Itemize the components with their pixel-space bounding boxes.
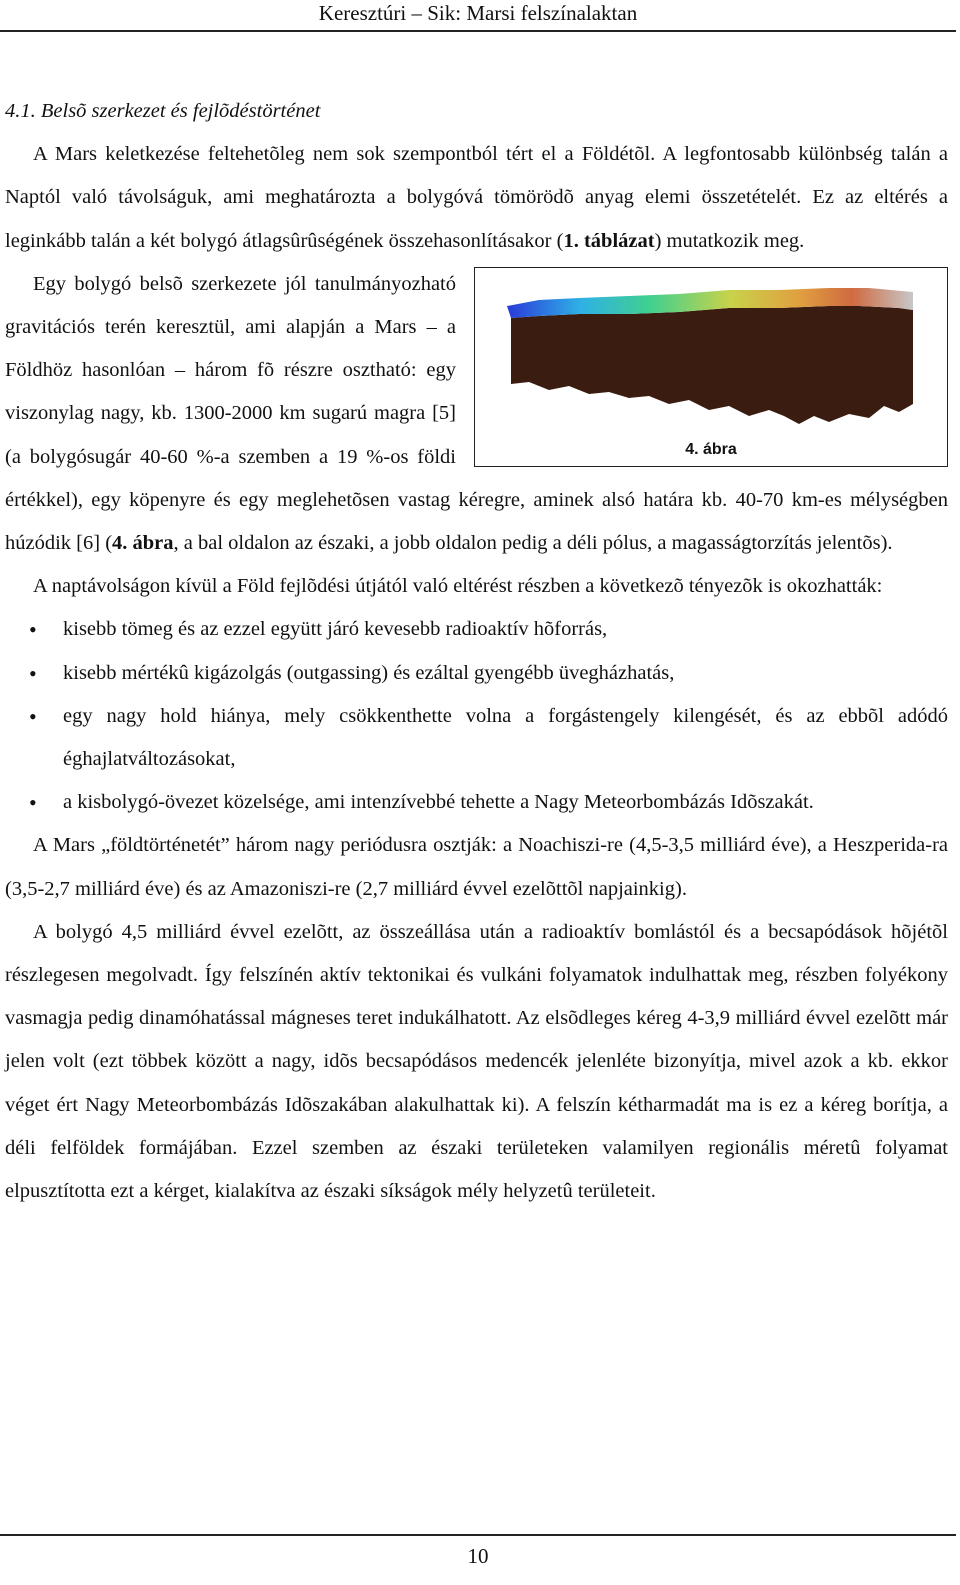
figure-caption: 4. ábra bbox=[685, 440, 737, 458]
page-body bbox=[5, 90, 948, 1213]
figure-reference: 4. ábra bbox=[112, 532, 174, 555]
crust-body bbox=[511, 306, 913, 424]
header-title: Keresztúri – Sik: Marsi felszínalaktan bbox=[318, 1, 638, 25]
section-title: 4.1. Belsõ szerkezet és fejlõdéstörténet bbox=[5, 100, 321, 122]
paragraph-1-end: ) mutatkozik meg. bbox=[654, 229, 805, 252]
page-number: 10 bbox=[467, 1544, 489, 1568]
page-footer bbox=[0, 1534, 956, 1576]
list-item: • kisebb tömeg és az ezzel együtt járó kevesebb radioaktív hõforrás, bbox=[5, 608, 948, 651]
factor-list bbox=[5, 608, 948, 824]
paragraph-3: A naptávolságon kívül a Föld fejlõdési útjától való eltérést részben a következõ tényezõk is okozhatták: bbox=[33, 575, 883, 598]
paragraph-1-text: A Mars keletkezése feltehetõleg nem sok szempontból tért el a Földétõl. A legfontosabb különbség talán a Naptól való távolságuk, ami meghatározta a bolygóvá tömörödõ anyag elemi összetételét. Ez az eltérés a leginkább talán a két bolygó átlagsûrûségének összehasonlításakor ( bbox=[5, 143, 948, 252]
paragraph-2-end: , a bal oldalon az északi, a jobb oldalon pedig a déli pólus, a magasságtorzítás jelentõs). bbox=[173, 532, 893, 555]
running-header bbox=[0, 0, 956, 32]
paragraph-4: A Mars „földtörténetét” három nagy periódusra osztják: a Noachiszi-re (4,5-3,5 milliárd éve), a Heszperida-ra (3,5-2,7 milliárd éve) és az Amazoniszi-re (2,7 milliárd évvel ezelõttõl napjainkig). bbox=[5, 834, 948, 900]
list-item: • egy nagy hold hiánya, mely csökkenthette volna a forgástengely kilengését, és az ebbõl adódó éghajlatváltozásokat, bbox=[5, 695, 948, 781]
paragraph-5: A bolygó 4,5 milliárd évvel ezelõtt, az összeállása után a radioaktív bomlástól és a becsapódások hõjétõl részlegesen megolvadt. Így felszínén aktív tektonikai és vulkáni folyamatok indulhattak meg, részben folyékony vasmagja pedig dinamóhatással mágneses teret indukálhatott. Az elsõdleges kéreg 4-3,9 milliárd évvel ezelõtt már jelen volt (ezt többek között a nagy, idõs becsapódásos medencék jelenléte bizonyítja, mivel azok a kb. ekkor véget ért Nagy Meteorbombázás Idõszakában alakulhattak ki). A felszín kétharmadát ma is ez a kéreg borítja, a déli felföldek formájában. Ezzel szemben az északi területeken valamilyen regionális méretû folyamat elpusztította ezt a kérget, kialakítva az északi síkságok mély helyzetû területeit. bbox=[5, 920, 948, 1203]
paragraph-2-text: Egy bolygó belsõ szerkezete jól tanulmányozható gravitációs terén keresztül, ami alapján a Mars – a Földhöz hasonlóan – három fõ részre osztható: egy viszonylag nagy, kb. 1300-2000 km sugarú magra [5] (a bolygósugár 40-60 %-a szemben a 19 %-os földi értékkel), egy köpenyre és egy meglehetõsen vastag kéregre, aminek alsó határa kb. 40-70 km-es mélységben húzódik [6] ( bbox=[5, 272, 948, 555]
list-item: • kisebb mértékû kigázolgás (outgassing) és ezáltal gyengébb üvegházhatás, bbox=[5, 652, 948, 695]
table-reference: 1. táblázat bbox=[563, 229, 655, 252]
mars-crust-image bbox=[499, 286, 919, 436]
figure-4 bbox=[474, 267, 948, 467]
list-item: • a kisbolygó-övezet közelsége, ami intenzívebbé tehette a Nagy Meteorbombázás Idõszakát. bbox=[5, 781, 948, 824]
paragraph-1 bbox=[5, 133, 948, 263]
